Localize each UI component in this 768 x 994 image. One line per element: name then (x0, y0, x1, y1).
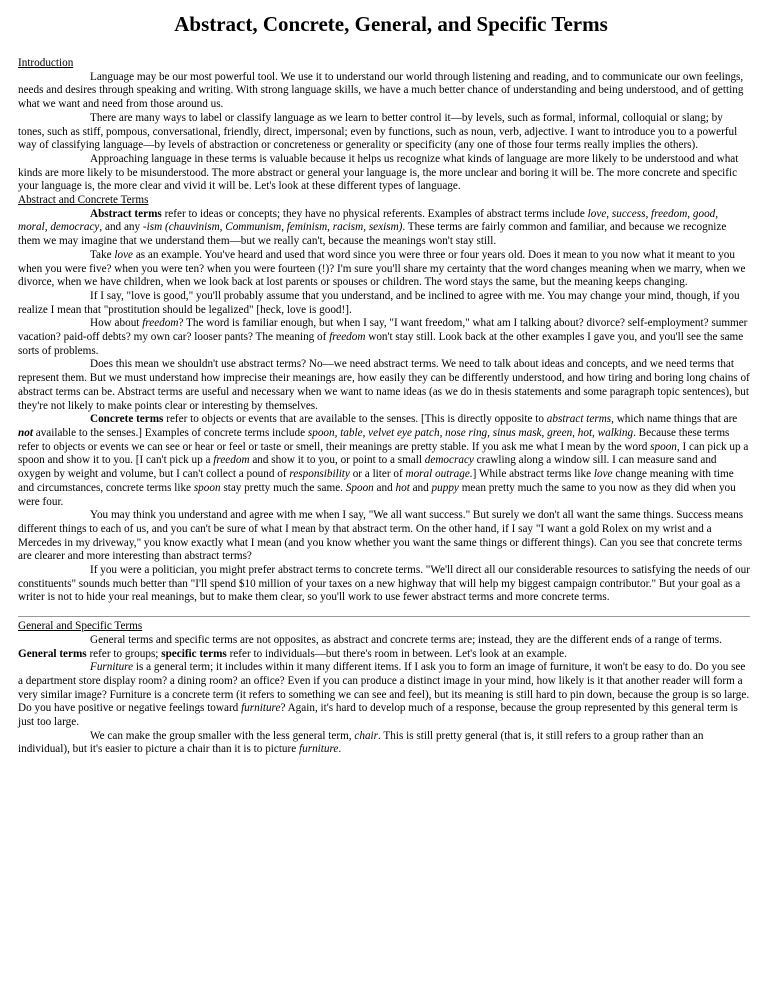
general-paragraph-2 (18, 661, 750, 730)
abstract-paragraph-2 (18, 249, 750, 290)
intro-paragraph-2: There are many ways to label or classify language as we learn to better control it—by levels, such as formal, informal, colloquial or slang; by tones, such as stiff, pompous, conversational, friendly, direct, impersonal; even by functions, such as noun, verb, adjective. I want to introduce you to a powerful way of classifying language—by levels of abstraction or concreteness or generality or specificity (any one of those four terms really implies the others). (18, 111, 738, 152)
general-paragraph-1 (18, 634, 750, 661)
text-run: refer to objects or events that are available to the senses. [This is directly opposite to (163, 413, 547, 426)
concrete-paragraph-2: You may think you understand and agree with me when I say, "We all want success." But surely we don't all want the same things. Success means different things to each of us, and you can't be sure of what I mean by that abstract term. On the other hand, if I say "I want a gold Rolex on my wrist and a Mercedes in my driveway," you know exactly what I mean (and you know whether you want the same things or different things). Can you see that concrete terms are clearer and more interesting than abstract terms? (18, 509, 744, 563)
emphasis-democracy: democracy (424, 454, 474, 467)
abstract-paragraph-4 (18, 317, 750, 358)
text-run: change meaning with time and circumstances, concrete terms like (18, 468, 734, 494)
emphasis-love: love (114, 248, 134, 261)
intro-paragraph-1: Language may be our most powerful tool. We use it to understand our world through listening and reading, and to communicate our own feelings, needs and desires through speaking and writing. With strong language skills, we have a much better chance of understanding and being understood, and of getting what we want and need from those around us. (18, 70, 744, 111)
text-run: stay pretty much the same. (220, 481, 346, 494)
text-run: won't stay still. Look back at the other examples I gave you, and you'll see the same sorts of problems. (18, 331, 744, 357)
text-run: . This is still pretty general (that is, it still refers to a group rather than an individual), but it's easier to picture a chair than it is to picture (18, 729, 704, 756)
example-terms: love, success, freedom, good, moral, democracy (18, 207, 719, 234)
emphasis-moral-outrage: moral outrage. (405, 468, 473, 481)
term-specific-terms: specific terms (161, 647, 227, 660)
emphasis-spoon: spoon (193, 481, 221, 494)
emphasis-freedom: freedom (329, 331, 366, 344)
document-page (18, 12, 750, 757)
term-general-terms: General terms (18, 647, 87, 660)
text-run: , which name things that are (611, 413, 738, 426)
section-divider (18, 616, 750, 617)
general-paragraph-3 (18, 730, 750, 757)
example-terms: spoon, table, velvet eye patch, nose ring, sinus mask, green, hot, walking (307, 426, 634, 439)
text-run: refer to groups; (86, 647, 162, 660)
text-run: is a general term; it includes within it many different items. If I ask you to form an image of furniture, it won't be easy to do. Do you see a department store display room? a dining room? an office? Even if you can produce a distinct image in your mind, how likely is it that another reader will form a very similar image? Furniture is a concrete term (it refers to something we can see and feel), but its meaning is still hard to pin down, because the group is so large. Do you have positive or negative feelings toward (18, 661, 750, 715)
emphasis-furniture: furniture (299, 743, 339, 756)
emphasis-furniture: Furniture (90, 661, 134, 674)
emphasis-not: not (18, 426, 33, 439)
emphasis-puppy: puppy (431, 481, 459, 494)
emphasis-freedom: freedom (142, 317, 179, 330)
text-run: available to the senses.] Examples of concrete terms include (32, 426, 308, 439)
section-heading-abstract-concrete: Abstract and Concrete Terms (18, 194, 149, 207)
emphasis-chair: chair (354, 729, 379, 742)
text-run: crawling along a window sill. I can measure sand and oxygen by weight and volume, but I can't collect a pound of (18, 454, 717, 481)
text-run: General terms and specific terms are not opposites, as abstract and concrete terms are; instead, they are the different ends of a range of terms. (90, 633, 722, 646)
text-run: and (409, 481, 432, 494)
text-run: ? Again, it's hard to develop much of a response, because the group represented by this general term is just too large. (18, 702, 738, 729)
text-run: We can make the group smaller with the less general term, (90, 729, 355, 742)
section-heading-introduction: Introduction (18, 57, 74, 69)
abstract-paragraph-3: If I say, "love is good," you'll probably assume that you understand, and be inclined to agree with me. You may change your mind, though, if you realize I mean that "prostitution should be legalized" [heck, love is good!]. (18, 289, 740, 316)
emphasis-spoon: spoon (650, 440, 677, 453)
emphasis-spoon: Spoon (345, 481, 374, 494)
text-run: How about (90, 317, 143, 330)
text-run: mean pretty much the same to you now as they did when you were four. (18, 481, 736, 508)
emphasis-abstract-terms: abstract terms (546, 413, 612, 426)
text-run: . (338, 743, 342, 756)
abstract-paragraph-5: Does this mean we shouldn't use abstract terms? No—we need abstract terms. We need to talk about ideas and concepts, and we need terms that represent them. But we must understand how imprecise their meanings are, how easily they can be differently understood, and how tiring and boring long chains of abstract terms can be. Abstract terms are useful and necessary when we want to name ideas (as we do in thesis statements and some paragraph topic sentences), but they're not likely to make points clear or interesting by themselves. (18, 358, 750, 412)
page-title: Abstract, Concrete, General, and Specific Terms (174, 12, 608, 36)
concrete-paragraph-3: If you were a politician, you might prefer abstract terms to concrete terms. "We'll direct all our considerable resources to satisfying the needs of our constituents" sounds much better than "I'll spend $10 million of your taxes on a new highway that will help my biggest campaign contributor." But your goal as a writer is not to hide your real meanings, but to make them clear, so you'll work to use fewer abstract terms and more concrete terms. (18, 564, 750, 604)
abstract-paragraph-1 (18, 208, 750, 249)
emphasis-hot: hot (395, 481, 410, 494)
term-concrete-terms: Concrete terms (90, 413, 164, 426)
text-run: and show it to you, or point to a small (249, 454, 425, 467)
text-run: , and any (99, 221, 143, 234)
text-run: and (373, 481, 396, 494)
section-heading-general-specific: General and Specific Terms (18, 620, 143, 633)
text-run: ] While abstract terms like (472, 468, 594, 481)
concrete-paragraph-1 (18, 413, 750, 509)
text-run: . Because these terms refer to objects or events we can see or hear or feel or taste or smell, their meanings are pretty stable. If you ask me what I mean by the word (18, 426, 730, 453)
term-abstract-terms: Abstract terms (90, 207, 162, 220)
text-run: ? The word is familiar enough, but when I say, "I want freedom," what am I talking about? divorce? self-employment? summer vacation? paid-off debts? my own car? looser pants? The meaning of (18, 317, 748, 344)
text-run: as an example. You've heard and used that word since you were three or four years old. Does it mean to you now what it meant to you when you were five? when you were ten? when you were fourteen (!)? I'm sure you'll share my certainty that the word changes meaning when we marry, when we divorce, when we have children, when we look back at lost parents or spouses or children. The word stays the same, but the meaning keeps changing. (18, 248, 746, 289)
emphasis-furniture: furniture (241, 702, 281, 715)
text-run: refer to individuals—but there's room in between. Let's look at an example. (226, 647, 567, 660)
intro-paragraph-3: Approaching language in these terms is valuable because it helps us recognize what kinds of language are more likely to be understood and what kinds are more likely to be misunderstood. The more abstract or general your language is, the more unclear and boring it will be. The more concrete and specific your language is, the more clear and vivid it will be. Let's look at these different types of language. (18, 152, 739, 193)
text-run: or a liter of (349, 468, 406, 481)
emphasis-love: love (593, 468, 613, 481)
emphasis-responsibility: responsibility (289, 468, 350, 481)
text-run: . These terms are fairly common and familiar, and because we recognize them we may imagine that we understand them—but we really can't, because the meanings won't stay still. (18, 221, 727, 248)
emphasis-freedom: freedom (213, 454, 250, 467)
ism-terms: -ism (chauvinism, Communism, feminism, racism, sexism) (142, 221, 403, 234)
text-run: , I can pick up a spoon and show it to you. [I can't pick up a (18, 440, 749, 467)
text-run: Take (90, 248, 115, 261)
text-run: refer to ideas or concepts; they have no physical referents. Examples of abstract terms include (161, 207, 588, 220)
